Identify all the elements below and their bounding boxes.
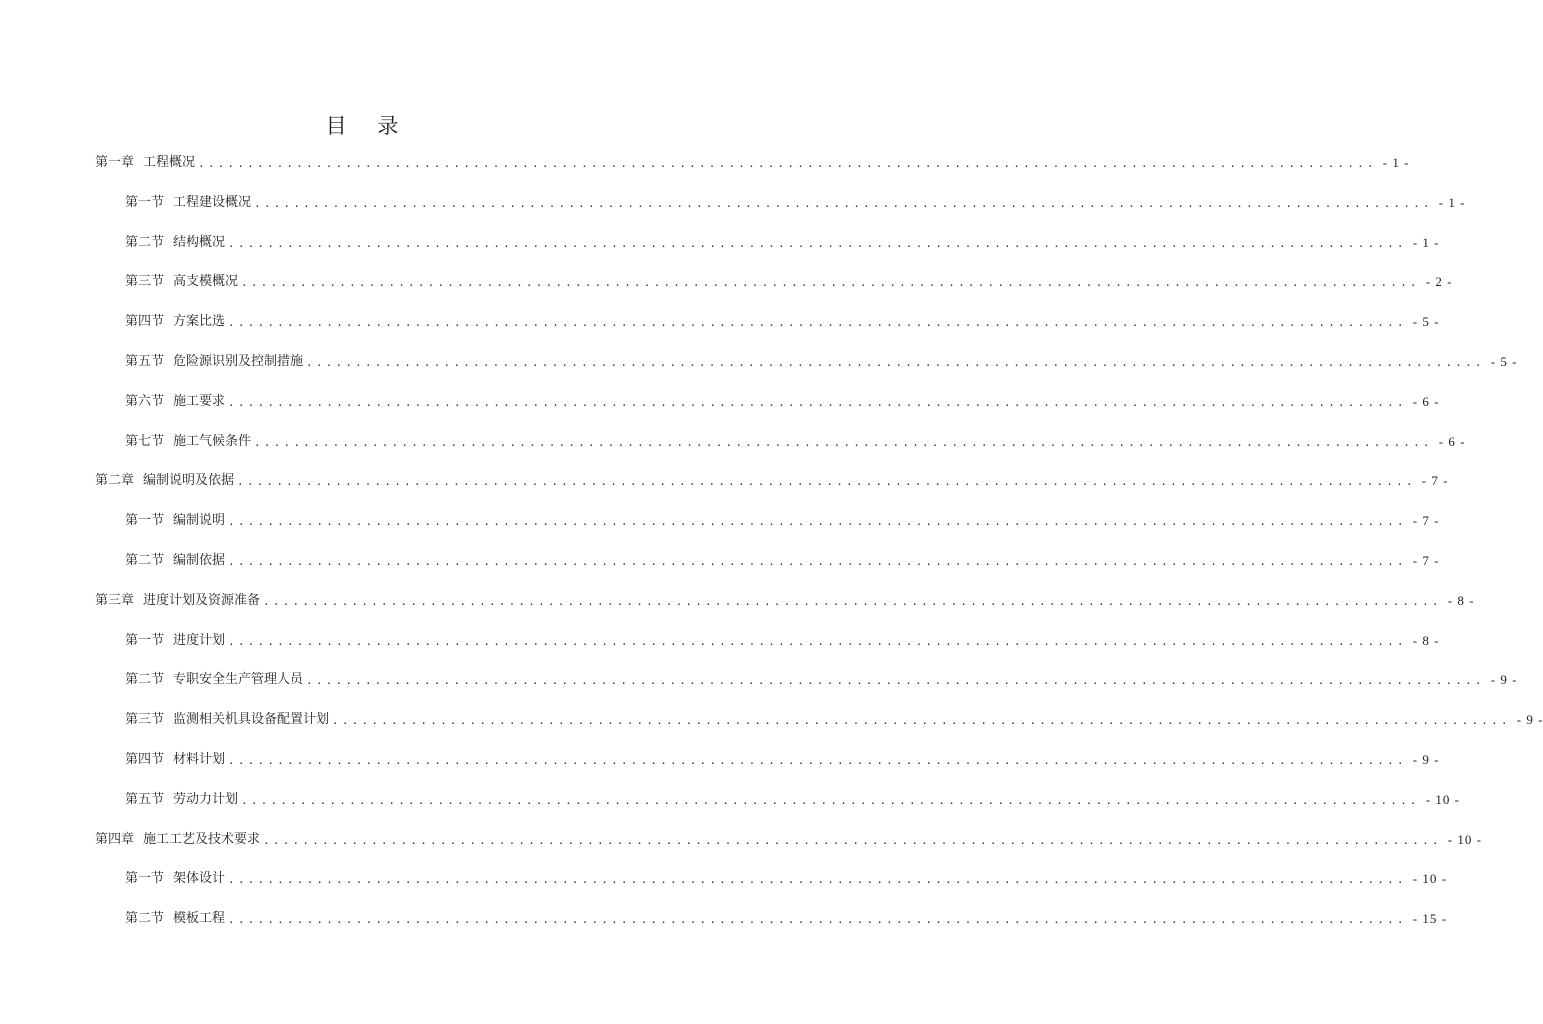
entry-page-number: - 5 - [1490, 354, 1518, 369]
toc-section-entry[interactable] [125, 183, 1466, 223]
entry-number: 第三章 [95, 592, 135, 608]
entry-page-number: - 15 - [1412, 911, 1447, 927]
entry-title: 结构概况 [173, 234, 226, 250]
entry-title: 劳动力计划 [173, 791, 239, 807]
dot-leader: ........................................................................................................................ [228, 515, 1407, 529]
toc-section-entry[interactable] [125, 621, 1440, 661]
dot-leader: ........................................................................................................................ [228, 555, 1407, 568]
entry-number: 第七节 [125, 433, 165, 449]
dot-leader: ........................................................................................................................ [306, 674, 1485, 688]
entry-page-number: - 8 - [1447, 592, 1475, 608]
entry-number: 第五节 [125, 354, 165, 369]
entry-number: 第二章 [95, 473, 135, 489]
dot-leader: ........................................................................................................................ [332, 714, 1511, 728]
toc-section-entry[interactable] [125, 859, 1447, 899]
entry-page-number: - 7 - [1421, 473, 1449, 489]
entry-title: 危险源识别及控制措施 [173, 354, 304, 369]
toc-section-entry[interactable] [125, 501, 1440, 541]
toc-section-entry[interactable] [125, 780, 1460, 820]
dot-leader: ........................................................................................................................ [241, 276, 1420, 290]
entry-number: 第一节 [125, 513, 165, 529]
entry-page-number: - 5 - [1412, 314, 1440, 330]
dot-leader: ........................................................................................................................ [228, 236, 1407, 250]
entry-title: 施工工艺及技术要求 [143, 831, 261, 847]
toc-section-entry[interactable] [125, 382, 1440, 422]
entry-title: 进度计划 [173, 632, 226, 648]
dot-leader: ........................................................................................................................ [241, 793, 1420, 807]
dot-leader: ........................................................................................................................ [228, 634, 1407, 648]
entry-page-number: - 9 - [1490, 672, 1518, 688]
entry-title: 编制依据 [173, 553, 226, 568]
entry-number: 第四章 [95, 831, 135, 847]
entry-title: 架体设计 [173, 871, 226, 887]
entry-title: 材料计划 [173, 752, 226, 767]
dot-leader: ........................................................................................................................ [228, 754, 1407, 767]
entry-title: 方案比选 [173, 314, 226, 330]
entry-title: 高支模概况 [173, 274, 239, 290]
toc-section-entry[interactable] [125, 660, 1518, 700]
entry-number: 第四节 [125, 314, 165, 330]
dot-leader: ........................................................................................................................ [228, 873, 1407, 887]
entry-page-number: - 7 - [1412, 513, 1440, 529]
toc-chapter-entry[interactable] [95, 581, 1475, 621]
entry-page-number: - 1 - [1382, 155, 1410, 170]
dot-leader: ........................................................................................................................ [237, 475, 1416, 489]
entry-page-number: - 10 - [1447, 831, 1482, 847]
entry-number: 第三节 [125, 712, 165, 728]
entry-title: 编制说明 [173, 513, 226, 529]
entry-number: 第五节 [125, 791, 165, 807]
toc-section-entry[interactable] [125, 302, 1440, 342]
entry-number: 第一节 [125, 194, 165, 210]
entry-title: 施工气候条件 [173, 433, 252, 449]
dot-leader: ........................................................................................................................ [306, 356, 1485, 369]
dot-leader: ........................................................................................................................ [263, 833, 1442, 847]
dot-leader: ........................................................................................................................ [228, 913, 1407, 927]
entry-page-number: - 7 - [1412, 553, 1440, 568]
entry-page-number: - 10 - [1425, 791, 1460, 807]
entry-page-number: - 9 - [1412, 752, 1440, 767]
entry-title: 工程概况 [143, 155, 196, 170]
toc-section-entry[interactable] [125, 899, 1447, 939]
toc-chapter-entry[interactable] [95, 820, 1482, 860]
entry-title: 工程建设概况 [173, 194, 252, 210]
entry-number: 第一章 [95, 155, 135, 170]
toc-section-entry[interactable] [125, 740, 1440, 780]
toc-section-entry[interactable] [125, 541, 1440, 581]
entry-page-number: - 6 - [1438, 433, 1466, 449]
entry-number: 第二节 [125, 672, 165, 688]
dot-leader: ........................................................................................................................ [254, 435, 1433, 449]
entry-number: 第二节 [125, 911, 165, 927]
entry-page-number: - 6 - [1412, 393, 1440, 409]
toc-title: 目 录 [325, 114, 411, 138]
entry-number: 第一节 [125, 632, 165, 648]
toc-section-entry[interactable] [125, 342, 1518, 382]
toc-chapter-entry[interactable] [95, 461, 1449, 501]
entry-number: 第六节 [125, 393, 165, 409]
entry-page-number: - 1 - [1438, 194, 1466, 210]
entry-title: 模板工程 [173, 911, 226, 927]
entry-title: 监测相关机具设备配置计划 [173, 712, 330, 728]
entry-page-number: - 1 - [1412, 234, 1440, 250]
toc-section-entry[interactable] [125, 262, 1453, 302]
dot-leader: ........................................................................................................................ [263, 594, 1442, 608]
entry-title: 专职安全生产管理人员 [173, 672, 304, 688]
dot-leader: ........................................................................................................................ [254, 196, 1433, 210]
toc-chapter-entry[interactable] [95, 143, 1410, 183]
entry-title: 编制说明及依据 [143, 473, 235, 489]
entry-page-number: - 8 - [1412, 632, 1440, 648]
entry-number: 第三节 [125, 274, 165, 290]
dot-leader: ........................................................................................................................ [228, 316, 1407, 330]
dot-leader: ........................................................................................................................ [198, 157, 1377, 170]
entry-number: 第二节 [125, 553, 165, 568]
entry-page-number: - 9 - [1516, 712, 1543, 728]
toc-section-entry[interactable] [125, 700, 1543, 740]
entry-title: 进度计划及资源准备 [143, 592, 261, 608]
toc-section-entry[interactable] [125, 223, 1440, 263]
entry-number: 第四节 [125, 752, 165, 767]
entry-number: 第一节 [125, 871, 165, 887]
dot-leader: ........................................................................................................................ [228, 395, 1407, 409]
entry-title: 施工要求 [173, 393, 226, 409]
entry-page-number: - 10 - [1412, 871, 1447, 887]
entry-page-number: - 2 - [1425, 274, 1453, 290]
entry-number: 第二节 [125, 234, 165, 250]
toc-section-entry[interactable] [125, 422, 1466, 462]
